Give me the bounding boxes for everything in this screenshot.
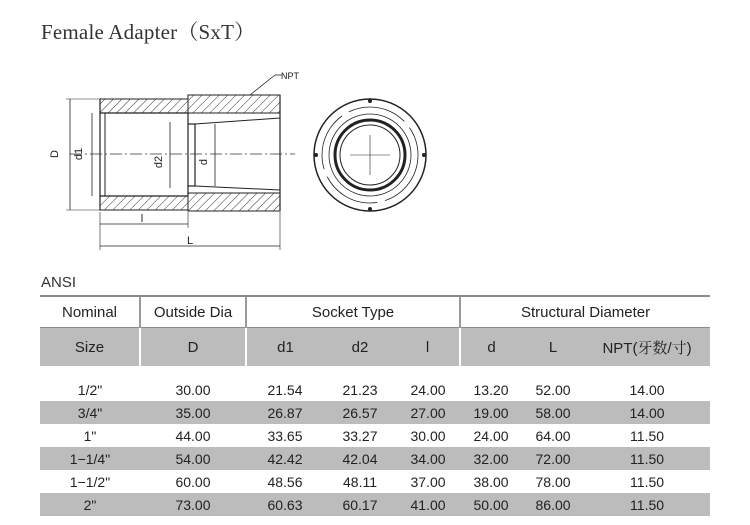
table-row	[40, 401, 710, 424]
table-cell: 33.27	[342, 427, 378, 444]
table-cell: 48.56	[267, 473, 303, 490]
table-row	[40, 378, 710, 401]
table-cell: 64.00	[535, 427, 571, 444]
dim-l-label: l	[140, 213, 144, 225]
size-cell: 1−1/4"	[40, 447, 140, 470]
table-cell: 21.54	[267, 381, 303, 398]
table-cell: 34.00	[396, 447, 460, 470]
column-header: NPT(牙数/寸)	[584, 328, 710, 368]
table-cell: 41.00	[396, 493, 460, 516]
table-cell: 11.50	[584, 493, 710, 516]
table-cell: 60.63	[246, 493, 324, 516]
page-title: Female Adapter（SxT）	[41, 20, 256, 44]
table-cell: 27.00	[396, 401, 460, 424]
table-cell: 11.50	[630, 473, 665, 490]
table-cell: 54.00	[140, 447, 246, 470]
dim-d2-label: d2	[153, 155, 165, 169]
header-nominal: Nominal	[40, 296, 140, 328]
table-cell: 48.11	[343, 473, 377, 490]
section-view	[49, 71, 300, 250]
table-cell: 11.50	[584, 447, 710, 470]
table-cell: 24.00	[410, 381, 446, 398]
table-row	[40, 493, 710, 516]
dim-d1-label: d1	[73, 147, 85, 161]
size-cell: 1/2"	[77, 381, 103, 398]
dim-d-label: d	[198, 158, 210, 166]
table-cell: 86.00	[522, 493, 584, 516]
table-cell: 30.00	[410, 427, 446, 444]
table-cell: 33.65	[267, 427, 303, 444]
column-header-row	[40, 328, 710, 368]
table-cell: 38.00	[473, 473, 509, 490]
dim-D-label: D	[49, 150, 61, 158]
table-cell: 24.00	[473, 427, 509, 444]
header-outside-dia: Outside Dia	[140, 296, 246, 328]
group-header-row	[40, 296, 710, 328]
size-cell: 1−1/2"	[69, 473, 111, 490]
table-cell: 60.00	[175, 473, 211, 490]
table-cell: 21.23	[342, 381, 378, 398]
table-row	[40, 447, 710, 470]
table-cell: 52.00	[535, 381, 571, 398]
size-cell: 1"	[83, 427, 97, 444]
table-row	[40, 424, 710, 447]
column-header: D	[140, 328, 246, 368]
standard-label: ANSI	[41, 274, 77, 291]
column-header: Size	[40, 328, 140, 368]
table-cell: 72.00	[522, 447, 584, 470]
table-cell: 26.87	[246, 401, 324, 424]
table-cell: 11.50	[630, 427, 665, 444]
column-header: l	[396, 328, 460, 368]
column-header: d	[460, 328, 522, 368]
table-cell: 58.00	[522, 401, 584, 424]
header-socket-type: Socket Type	[246, 296, 460, 328]
column-header: d2	[324, 328, 396, 368]
table-cell: 14.00	[629, 381, 665, 398]
end-view	[314, 99, 426, 211]
npt-label: NPT	[281, 71, 299, 81]
size-cell: 2"	[40, 493, 140, 516]
technical-drawing	[0, 60, 750, 260]
table-cell: 35.00	[140, 401, 246, 424]
column-header: d1	[246, 328, 324, 368]
table-cell: 37.00	[410, 473, 446, 490]
column-header: L	[522, 328, 584, 368]
table-cell: 13.20	[473, 381, 509, 398]
size-cell: 3/4"	[40, 401, 140, 424]
table-cell: 14.00	[584, 401, 710, 424]
table-cell: 78.00	[535, 473, 571, 490]
table-cell: 50.00	[460, 493, 522, 516]
table-row	[40, 470, 710, 493]
table-cell: 60.17	[324, 493, 396, 516]
table-cell: 32.00	[460, 447, 522, 470]
table-cell: 26.57	[324, 401, 396, 424]
dim-L-label: L	[186, 235, 194, 247]
table-cell: 19.00	[460, 401, 522, 424]
table-cell: 42.04	[324, 447, 396, 470]
table-cell: 30.00	[175, 381, 211, 398]
table-cell: 73.00	[140, 493, 246, 516]
header-structural-diameter: Structural Diameter	[460, 296, 710, 328]
table-cell: 42.42	[246, 447, 324, 470]
table-cell: 44.00	[175, 427, 211, 444]
spec-table	[40, 295, 710, 516]
